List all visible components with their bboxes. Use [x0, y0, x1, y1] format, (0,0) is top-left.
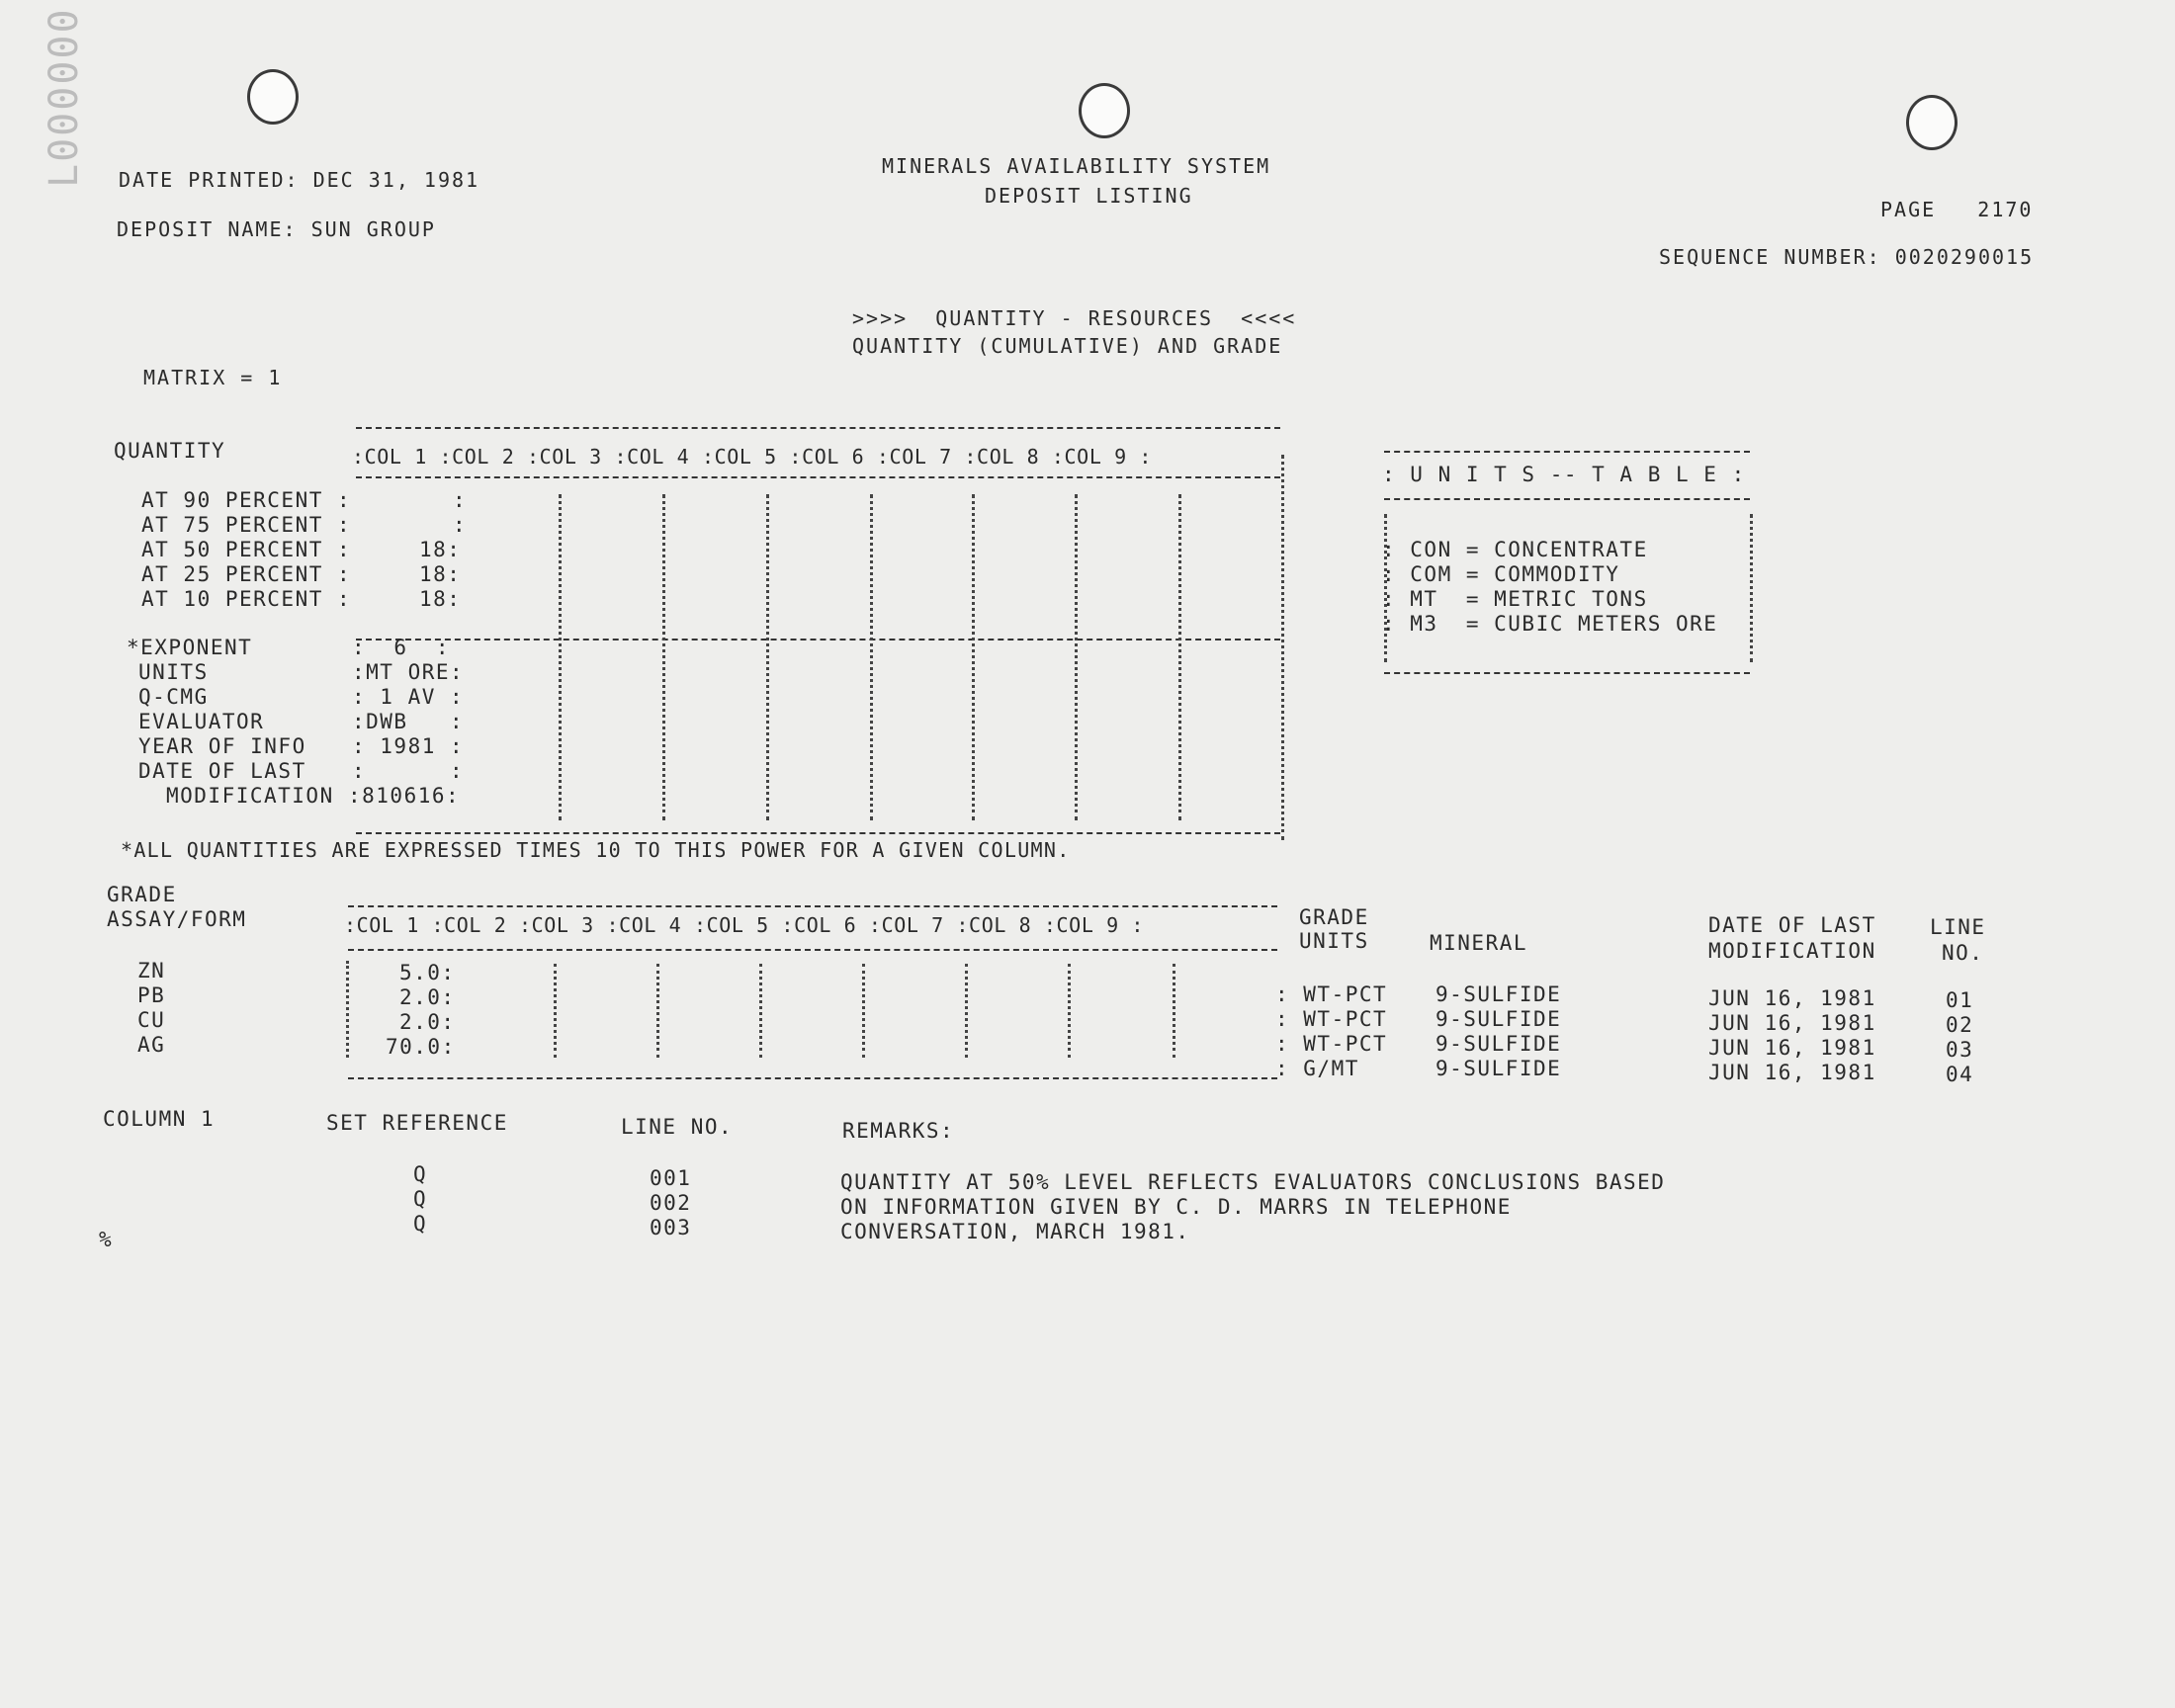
- quantity-col1-value: 18:: [419, 538, 462, 561]
- side-stamp: L000000: [42, 7, 87, 188]
- section-subtitle: QUANTITY (CUMULATIVE) AND GRADE: [852, 334, 1283, 358]
- attr-label: EVALUATOR: [138, 710, 265, 733]
- quantity-row-label: AT 50 PERCENT :: [141, 538, 352, 561]
- grade-line-no: 03: [1946, 1038, 1974, 1062]
- attr-value: : 1981 :: [352, 734, 465, 758]
- date-printed: DATE PRINTED: DEC 31, 1981: [119, 168, 480, 192]
- units-table-rule: [1384, 498, 1750, 500]
- quantity-col1-value: :: [453, 513, 468, 537]
- line-no-head: LINE: [1930, 915, 1986, 939]
- quantity-row-label: AT 10 PERCENT :: [141, 587, 352, 611]
- reference-set: Q: [413, 1162, 428, 1186]
- grade-mineral: 9-SULFIDE: [1436, 1057, 1562, 1080]
- remarks-head: REMARKS:: [842, 1119, 955, 1143]
- grade-date: JUN 16, 1981: [1708, 1011, 1876, 1035]
- attr-label: YEAR OF INFO: [138, 734, 306, 758]
- table-rule: [356, 427, 1280, 429]
- units-item: : MT = METRIC TONS: [1382, 587, 1648, 611]
- remark-line: ON INFORMATION GIVEN BY C. D. MARRS IN TELEPHONE: [840, 1195, 1512, 1219]
- date-head: MODIFICATION: [1708, 939, 1876, 963]
- grade-column-header: :COL 1 :COL 2 :COL 3 :COL 4 :COL 5 :COL 6 :COL 7 :COL 8 :COL 9 :: [344, 913, 1145, 937]
- reference-set: Q: [413, 1187, 428, 1211]
- date-head: DATE OF LAST: [1708, 913, 1876, 937]
- line-no-head: NO.: [1942, 941, 1984, 965]
- sequence-number: SEQUENCE NUMBER: 0020290015: [1659, 245, 2035, 269]
- grade-line-no: 02: [1946, 1013, 1974, 1037]
- set-reference-head: SET REFERENCE: [326, 1111, 508, 1135]
- grade-line-no: 04: [1946, 1063, 1974, 1086]
- attr-value: :DWB :: [352, 710, 465, 733]
- grade-date: JUN 16, 1981: [1708, 1061, 1876, 1084]
- attr-label: *EXPONENT: [127, 636, 253, 659]
- grade-table-rule: [348, 949, 1277, 951]
- quantity-column-header: :COL 1 :COL 2 :COL 3 :COL 4 :COL 5 :COL 6 :COL 7 :COL 8 :COL 9 :: [352, 445, 1153, 469]
- table-rule: [356, 832, 1280, 834]
- mineral-head: MINERAL: [1430, 931, 1528, 955]
- grade-col1-value: 2.0:: [399, 1010, 456, 1034]
- grade-line-no: 01: [1946, 988, 1974, 1012]
- grade-units: : WT-PCT: [1275, 982, 1388, 1006]
- reference-line-no: 003: [650, 1216, 692, 1239]
- reference-column-label: COLUMN 1: [103, 1107, 216, 1131]
- system-title: MINERALS AVAILABILITY SYSTEM: [882, 154, 1271, 178]
- units-table-title: : U N I T S -- T A B L E :: [1382, 463, 1746, 486]
- grade-units: : WT-PCT: [1275, 1032, 1388, 1056]
- grade-table-rule: [348, 905, 1277, 907]
- remark-line: QUANTITY AT 50% LEVEL REFLECTS EVALUATORS CONCLUSIONS BASED: [840, 1170, 1666, 1194]
- matrix-label: MATRIX = 1: [143, 366, 283, 389]
- attr-value: : :: [352, 759, 465, 783]
- grade-mineral: 9-SULFIDE: [1436, 982, 1562, 1006]
- attr-label: MODIFICATION: [166, 784, 334, 808]
- units-item: : M3 = CUBIC METERS ORE: [1382, 612, 1718, 636]
- reference-line-no: 002: [650, 1191, 692, 1215]
- grade-col1-value: 5.0:: [399, 961, 456, 984]
- grade-col1-value: 2.0:: [399, 985, 456, 1009]
- attr-label: DATE OF LAST: [138, 759, 306, 783]
- quantity-col1-value: 18:: [419, 562, 462, 586]
- grade-units-head: UNITS: [1299, 929, 1369, 953]
- attr-label: UNITS: [138, 660, 209, 684]
- quantity-row-label: AT 75 PERCENT :: [141, 513, 352, 537]
- grade-mineral: 9-SULFIDE: [1436, 1007, 1562, 1031]
- grade-units-head: GRADE: [1299, 905, 1369, 929]
- listing-title: DEPOSIT LISTING: [985, 184, 1193, 208]
- page-number: PAGE 2170: [1880, 198, 2034, 221]
- units-item: : CON = CONCENTRATE: [1382, 538, 1648, 561]
- grade-element: CU: [137, 1008, 166, 1032]
- grade-units: : G/MT: [1275, 1057, 1359, 1080]
- deposit-name: DEPOSIT NAME: SUN GROUP: [117, 217, 436, 241]
- units-table-rule: [1384, 451, 1750, 453]
- grade-label: GRADE: [107, 883, 177, 906]
- punch-hole: [1906, 95, 1958, 150]
- attr-value: : 1 AV :: [352, 685, 465, 709]
- end-mark: %: [99, 1228, 114, 1251]
- line-no-head-refs: LINE NO.: [621, 1115, 734, 1139]
- grade-element: ZN: [137, 959, 166, 982]
- units-table-rule: [1384, 672, 1750, 674]
- units-table-border: [1750, 514, 1753, 662]
- punch-hole: [247, 69, 299, 125]
- grade-date: JUN 16, 1981: [1708, 1036, 1876, 1060]
- attr-value: :810616:: [348, 784, 461, 808]
- grade-mineral: 9-SULFIDE: [1436, 1032, 1562, 1056]
- attr-value: : 6 :: [352, 636, 451, 659]
- attr-value: :MT ORE:: [352, 660, 465, 684]
- quantity-row-label: AT 25 PERCENT :: [141, 562, 352, 586]
- grade-date: JUN 16, 1981: [1708, 986, 1876, 1010]
- quantity-col1-value: 18:: [419, 587, 462, 611]
- grade-table-rule: [348, 1077, 1277, 1079]
- exponent-footnote: *ALL QUANTITIES ARE EXPRESSED TIMES 10 TO THIS POWER FOR A GIVEN COLUMN.: [121, 838, 1071, 862]
- punch-hole: [1079, 83, 1130, 138]
- table-rule: [356, 476, 1280, 478]
- grade-element: AG: [137, 1033, 166, 1057]
- table-rule: [356, 639, 1280, 640]
- quantity-label: QUANTITY: [114, 439, 226, 463]
- reference-set: Q: [413, 1212, 428, 1236]
- grade-col1-value: 70.0:: [386, 1035, 456, 1059]
- reference-line-no: 001: [650, 1166, 692, 1190]
- section-title: >>>> QUANTITY - RESOURCES <<<<: [852, 306, 1297, 330]
- units-table-border: [1384, 514, 1387, 662]
- grade-element: PB: [137, 983, 166, 1007]
- quantity-row-label: AT 90 PERCENT :: [141, 488, 352, 512]
- units-item: : COM = COMMODITY: [1382, 562, 1620, 586]
- quantity-col1-value: :: [453, 488, 468, 512]
- grade-label-assay: ASSAY/FORM: [107, 907, 247, 931]
- grade-units: : WT-PCT: [1275, 1007, 1388, 1031]
- remark-line: CONVERSATION, MARCH 1981.: [840, 1220, 1190, 1243]
- attr-label: Q-CMG: [138, 685, 209, 709]
